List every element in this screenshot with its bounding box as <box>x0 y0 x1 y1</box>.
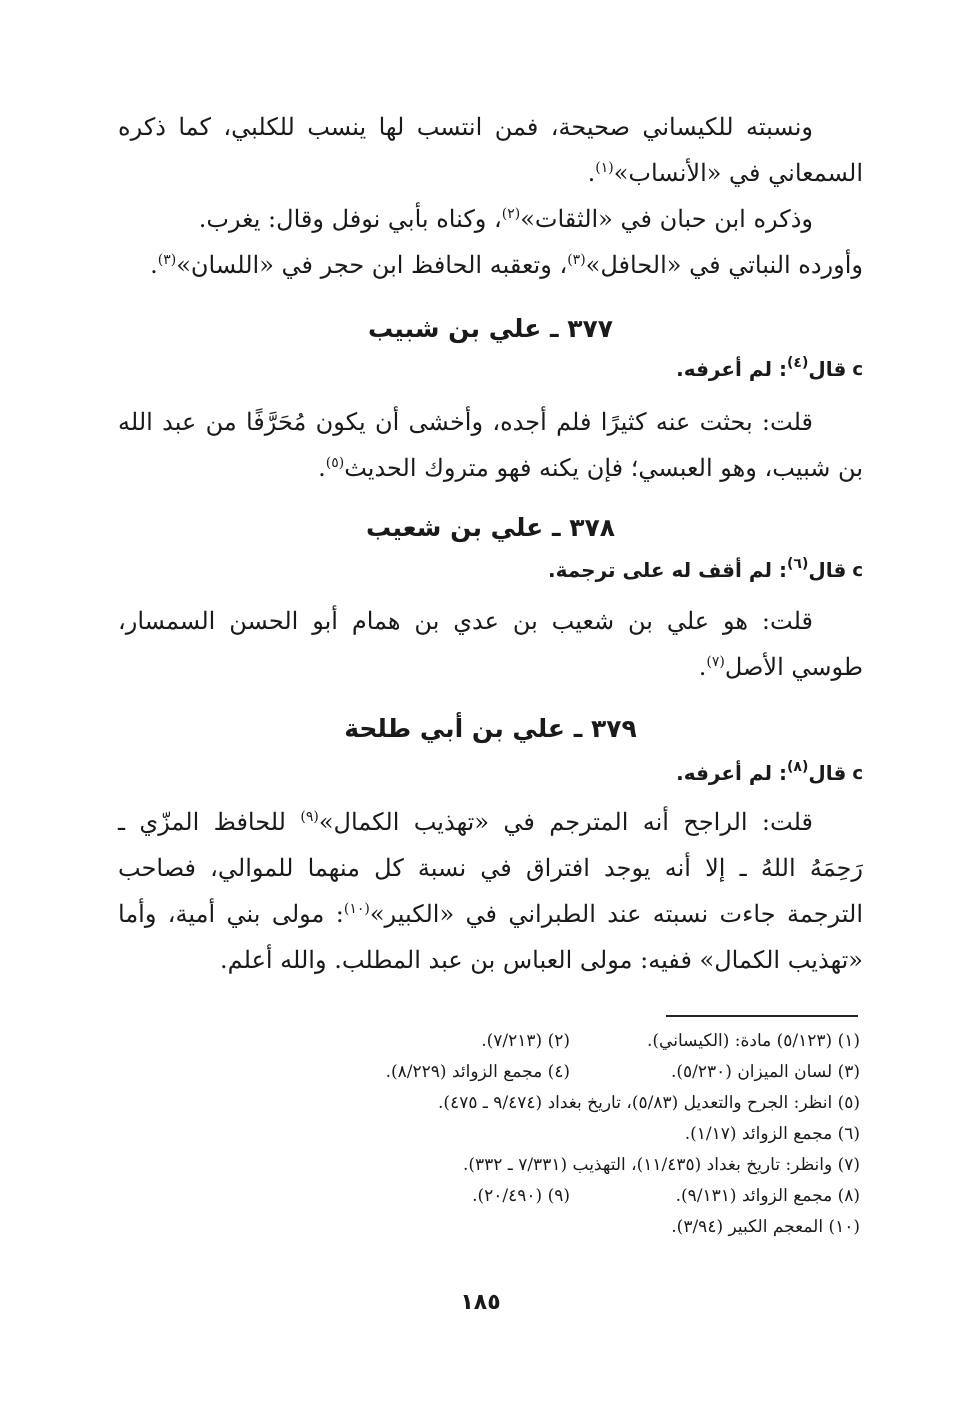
entry-378-qal <box>118 558 863 582</box>
entry-378-heading: ٣٧٨ ـ علي بن شعيب <box>366 513 615 542</box>
footnote-9: (٩) (٢٠/٤٩٠). <box>472 1186 570 1206</box>
footnote-ref-3a[interactable]: (٣) <box>567 252 586 268</box>
entry-379-qal <box>118 761 863 785</box>
page-number: ١٨٥ <box>460 1290 501 1315</box>
intro-p1-line1: ونسبته للكيساني صحيحة، فمن انتسب لها ينسب للكلبي، كما ذكره <box>118 113 813 141</box>
footnote-ref-6[interactable]: (٦) <box>787 556 809 572</box>
bullet-icon: c <box>852 559 863 581</box>
footnote-row <box>150 1150 860 1181</box>
entry-378-body-text: قلت: هو علي بن شعيب بن عدي بن همام أبو الحسن السمسار، طوسي الأصل <box>118 607 863 681</box>
footnote-ref-2[interactable]: (٢) <box>501 206 521 222</box>
intro-paragraph-3 <box>118 242 863 288</box>
footnote-ref-8[interactable]: (٨) <box>787 759 809 775</box>
entry-379-body-a: قلت: الراجح أنه المترجم في «تهذيب الكمال» <box>318 808 814 836</box>
entry-378-body-end: . <box>698 653 707 681</box>
footnote-divider <box>666 1015 858 1017</box>
entry-378-body <box>118 598 863 690</box>
footnote-4: (٤) مجمع الزوائد (٨/٢٢٩). <box>385 1062 570 1082</box>
intro-p2-a: وذكره ابن حبان في «الثقات» <box>520 205 813 233</box>
footnote-ref-3b[interactable]: (٣) <box>157 252 177 268</box>
qal-text: : لم أعرفه. <box>676 357 787 381</box>
entry-379-body-c: : مولى بني أمية، وأما «تهذيب الكمال» ففيه: مولى العباس بن عبد المطلب. والله أعلم. <box>118 900 863 974</box>
footnote-10: (١٠) المعجم الكبير (٣/٩٤). <box>671 1217 860 1237</box>
footnote-5: (٥) انظر: الجرح والتعديل (٥/٨٣)، تاريخ بغداد (٩/٤٧٤ ـ ٤٧٥). <box>438 1093 860 1113</box>
footnote-ref-1[interactable]: (١) <box>595 160 614 176</box>
qal-label: قال <box>808 558 847 582</box>
footnote-row <box>150 1181 860 1212</box>
footnote-ref-7[interactable]: (٧) <box>706 654 725 670</box>
intro-p3-b: ، وتعقبه الحافظ ابن حجر في «اللسان» <box>176 251 568 279</box>
footnote-row <box>150 1088 860 1119</box>
footnote-row <box>150 1057 860 1088</box>
intro-paragraph-1 <box>118 104 863 196</box>
footnote-3: (٣) لسان الميزان (٥/٢٣٠). <box>670 1062 860 1082</box>
qal-text: : لم أقف له على ترجمة. <box>548 558 787 582</box>
footnote-2: (٢) (٧/٢١٣). <box>481 1031 570 1051</box>
bullet-icon: c <box>852 358 863 380</box>
footnote-ref-10[interactable]: (١٠) <box>343 901 370 917</box>
intro-paragraph-2 <box>118 196 863 242</box>
entry-377-heading: ٣٧٧ ـ علي بن شبيب <box>367 314 614 343</box>
footnote-7: (٧) وانظر: تاريخ بغداد (١١/٤٣٥)، التهذيب (٧/٣٣١ ـ ٣٣٢). <box>462 1155 860 1175</box>
intro-p1-line2: السمعاني في «الأنساب» <box>613 159 863 187</box>
intro-p1-end: . <box>587 159 596 187</box>
entry-377-body <box>118 399 863 491</box>
entry-379-body-b: للحافظ المزّي ـ رَحِمَهُ اللهُ ـ إلا أنه يوجد افتراق في نسبة كل منهما للموالي، فصاحب الترجمة جاءت نسبته عند الطبراني في «الكبير» <box>118 808 863 928</box>
intro-p3-a: وأورده النباتي في «الحافل» <box>585 251 863 279</box>
entry-377-body-text: قلت: بحثت عنه كثيرًا فلم أجده، وأخشى أن يكون مُحَرَّفًا من عبد الله بن شبيب، وهو العبسي؛ فإن يكنه فهو متروك الحديث <box>118 408 863 482</box>
footnote-row <box>150 1026 860 1057</box>
entry-379-body <box>118 799 863 983</box>
footnote-ref-9[interactable]: (٩) <box>300 809 319 825</box>
intro-p3-end: . <box>150 251 158 279</box>
footnote-8: (٨) مجمع الزوائد (٩/١٣١). <box>675 1186 860 1206</box>
footnote-row <box>150 1119 860 1150</box>
entry-377-qal <box>118 357 863 381</box>
bullet-icon: c <box>852 762 863 784</box>
qal-label: قال <box>808 761 847 785</box>
footnotes <box>150 1026 860 1243</box>
qal-label: قال <box>808 357 847 381</box>
entry-379-heading: ٣٧٩ ـ علي بن أبي طلحة <box>344 714 637 743</box>
entry-377-body-end: . <box>318 454 326 482</box>
page-body <box>118 104 863 983</box>
footnote-ref-5[interactable]: (٥) <box>325 455 345 471</box>
footnote-6: (٦) مجمع الزوائد (١/١٧). <box>684 1124 860 1144</box>
qal-text: : لم أعرفه. <box>676 761 787 785</box>
footnote-ref-4[interactable]: (٤) <box>787 355 809 371</box>
footnote-1: (١) (٥/١٢٣) مادة: (الكيساني). <box>647 1031 860 1051</box>
intro-p2-b: ، وكناه بأبي نوفل وقال: يغرب. <box>198 205 502 233</box>
footnote-row <box>150 1212 860 1243</box>
